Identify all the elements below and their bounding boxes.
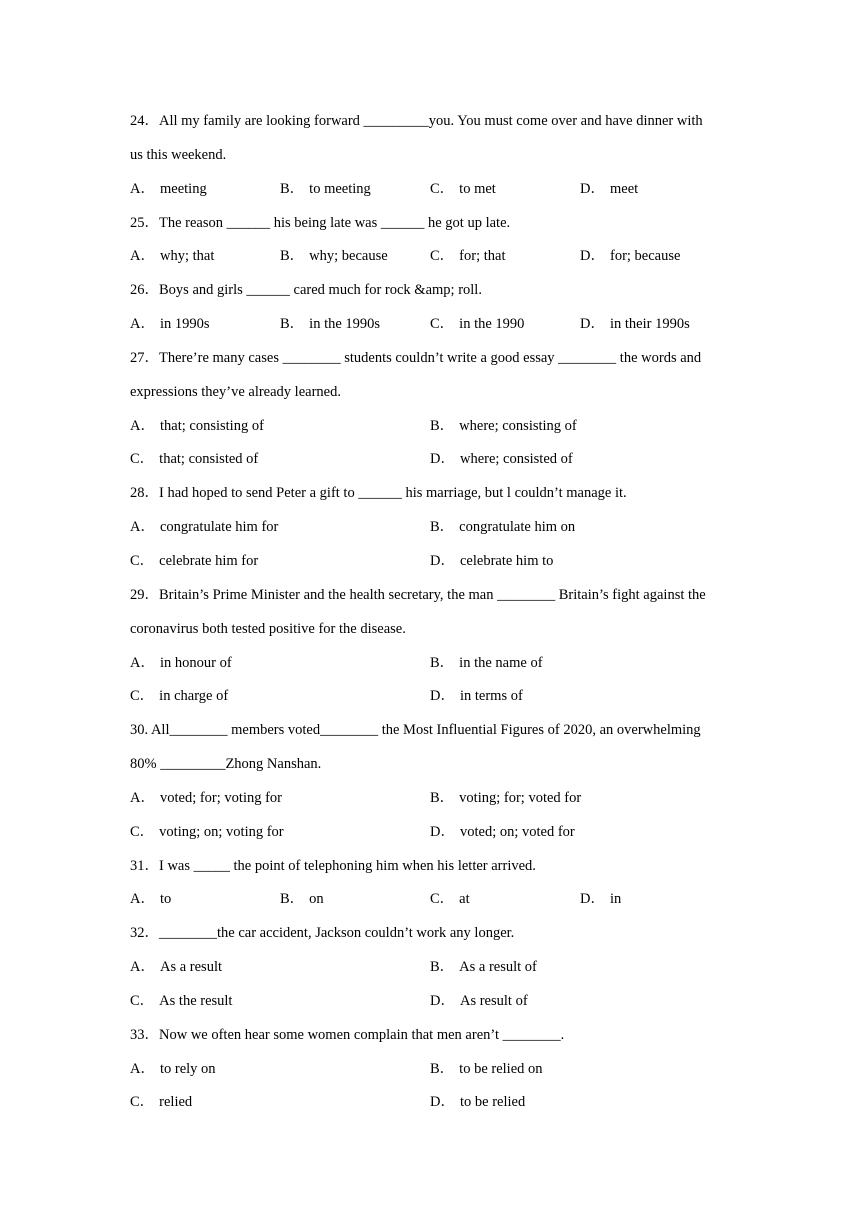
- answer-option: [430, 782, 581, 816]
- option-letter: B．: [430, 959, 455, 976]
- options-row: [130, 1086, 732, 1120]
- option-letter: D．: [580, 891, 605, 908]
- option-letter: C．: [430, 248, 455, 265]
- option-text: voting; on; voting for: [159, 823, 284, 840]
- options-row: [130, 410, 732, 444]
- option-text: in the 1990: [459, 316, 525, 333]
- answer-option: [130, 240, 214, 274]
- option-text: that; consisting of: [159, 417, 264, 434]
- option-text: where; consisting of: [459, 417, 577, 434]
- options-row: [130, 883, 732, 917]
- option-letter: B．: [430, 789, 455, 806]
- option-letter: A．: [130, 519, 155, 536]
- option-text: celebrate him for: [159, 552, 259, 569]
- question-stem-line: 28．I had hoped to send Peter a gift to ______ his marriage, but l couldn’t manage it.: [130, 485, 627, 502]
- question-stem-line: 33．Now we often hear some women complain that men aren’t ________.: [130, 1026, 565, 1043]
- option-text: on: [309, 891, 324, 908]
- answer-option: [430, 951, 537, 985]
- option-letter: A．: [130, 891, 155, 908]
- option-letter: A．: [130, 654, 155, 671]
- answer-option: [280, 173, 371, 207]
- question-stem-line: expressions they’ve already learned.: [130, 383, 341, 400]
- option-letter: D．: [580, 180, 605, 197]
- option-letter: C．: [130, 451, 155, 468]
- option-letter: B．: [430, 654, 455, 671]
- option-text: congratulate him on: [459, 519, 576, 536]
- question-stem-line: 26．Boys and girls ______ cared much for rock &amp; roll.: [130, 282, 482, 299]
- answer-option: [580, 173, 638, 207]
- option-text: As a result: [159, 959, 222, 976]
- question-stem-line: 27．There’re many cases ________ students couldn’t write a good essay ________ the words and: [130, 349, 702, 366]
- options-row: [130, 173, 732, 207]
- question-stem-line: 30. All________ members voted________ the Most Influential Figures of 2020, an overwhelming: [130, 722, 701, 739]
- answer-option: [430, 308, 524, 342]
- option-text: voted; for; voting for: [159, 789, 283, 806]
- options-row: [130, 647, 732, 681]
- answer-option: [430, 985, 528, 1019]
- option-letter: D．: [430, 552, 455, 569]
- question-stem-line: 25．The reason ______ his being late was ______ he got up late.: [130, 214, 511, 231]
- options-row: [130, 680, 732, 714]
- options-row: [130, 951, 732, 985]
- option-letter: D．: [430, 823, 455, 840]
- answer-option: [130, 782, 282, 816]
- option-text: to be relied on: [459, 1060, 543, 1077]
- option-text: for; because: [609, 248, 681, 265]
- option-text: in charge of: [159, 688, 229, 705]
- option-text: in: [609, 891, 622, 908]
- option-text: As a result of: [459, 959, 537, 976]
- option-text: why; that: [159, 248, 215, 265]
- answer-option: [580, 883, 621, 917]
- answer-option: [280, 308, 380, 342]
- option-text: where; consisted of: [459, 451, 573, 468]
- answer-option: [130, 816, 284, 850]
- option-letter: D．: [430, 451, 455, 468]
- answer-option: [130, 985, 232, 1019]
- answer-option: [430, 240, 505, 274]
- option-text: in terms of: [459, 688, 523, 705]
- option-text: in the 1990s: [309, 316, 381, 333]
- answer-option: [130, 545, 258, 579]
- option-text: voting; for; voted for: [459, 789, 582, 806]
- answer-option: [130, 173, 207, 207]
- option-text: in their 1990s: [609, 316, 690, 333]
- answer-option: [430, 545, 553, 579]
- options-row: [130, 816, 732, 850]
- option-letter: B．: [280, 316, 305, 333]
- option-text: in the name of: [459, 654, 543, 671]
- option-text: in 1990s: [159, 316, 210, 333]
- options-row: [130, 240, 732, 274]
- option-letter: C．: [130, 688, 155, 705]
- answer-option: [280, 240, 388, 274]
- question-stem-line: coronavirus both tested positive for the disease.: [130, 620, 406, 637]
- options-row: [130, 443, 732, 477]
- option-letter: B．: [430, 1060, 455, 1077]
- option-text: As the result: [159, 992, 233, 1009]
- option-text: to be relied: [459, 1094, 526, 1111]
- option-letter: D．: [580, 316, 605, 333]
- option-text: celebrate him to: [459, 552, 554, 569]
- option-letter: A．: [130, 959, 155, 976]
- option-letter: B．: [430, 519, 455, 536]
- option-letter: C．: [130, 992, 155, 1009]
- question-stem-line: 29．Britain’s Prime Minister and the health secretary, the man ________ Britain’s fight against the: [130, 586, 706, 603]
- options-row: [130, 1053, 732, 1087]
- answer-option: [430, 680, 523, 714]
- answer-option: [430, 647, 543, 681]
- question-stem-line: 24．All my family are looking forward _________you. You must come over and have dinner with: [130, 113, 703, 129]
- option-letter: A．: [130, 789, 155, 806]
- answer-option: [130, 1086, 192, 1120]
- option-letter: A．: [130, 248, 155, 265]
- option-text: relied: [159, 1094, 193, 1111]
- question-stem-line: 31．I was _____ the point of telephoning him when his letter arrived.: [130, 857, 536, 874]
- option-text: As result of: [459, 992, 528, 1009]
- answer-option: [580, 240, 680, 274]
- document-page: [130, 105, 732, 1120]
- option-text: meet: [609, 180, 639, 197]
- answer-option: [430, 511, 575, 545]
- options-row: [130, 782, 732, 816]
- answer-option: [430, 1086, 525, 1120]
- option-text: to met: [459, 180, 496, 197]
- answer-option: [580, 308, 690, 342]
- option-letter: D．: [430, 688, 455, 705]
- option-text: to rely on: [159, 1060, 216, 1077]
- option-letter: C．: [430, 316, 455, 333]
- option-text: that; consisted of: [159, 451, 259, 468]
- option-letter: D．: [430, 1094, 455, 1111]
- answer-option: [430, 443, 573, 477]
- option-letter: A．: [130, 316, 155, 333]
- option-text: meeting: [159, 180, 207, 197]
- option-text: congratulate him for: [159, 519, 279, 536]
- answer-option: [130, 680, 228, 714]
- option-letter: B．: [280, 180, 305, 197]
- answer-option: [130, 308, 210, 342]
- option-letter: B．: [430, 417, 455, 434]
- option-letter: A．: [130, 1060, 155, 1077]
- question-stem-line: 32．________the car accident, Jackson couldn’t work any longer.: [130, 925, 515, 942]
- answer-option: [430, 1053, 543, 1087]
- option-letter: A．: [130, 180, 155, 197]
- option-letter: D．: [430, 992, 455, 1009]
- option-letter: D．: [580, 248, 605, 265]
- option-text: for; that: [459, 248, 506, 265]
- answer-option: [130, 443, 258, 477]
- answer-option: [430, 883, 470, 917]
- option-letter: C．: [130, 823, 155, 840]
- option-text: in honour of: [159, 654, 232, 671]
- answer-option: [280, 883, 324, 917]
- answer-option: [130, 410, 264, 444]
- option-text: at: [459, 891, 470, 908]
- question-stem-line: us this weekend.: [130, 146, 227, 163]
- answer-option: [130, 951, 222, 985]
- question-stem-line: 80% _________Zhong Nanshan.: [130, 756, 322, 773]
- answer-option: [430, 410, 577, 444]
- option-text: to meeting: [309, 180, 371, 197]
- answer-option: [130, 1053, 216, 1087]
- answer-option: [130, 511, 278, 545]
- answer-option: [430, 816, 575, 850]
- options-row: [130, 985, 732, 1019]
- options-row: [130, 511, 732, 545]
- answer-option: [130, 647, 232, 681]
- option-letter: C．: [430, 180, 455, 197]
- option-text: to: [159, 891, 172, 908]
- option-letter: C．: [130, 552, 155, 569]
- answer-option: [130, 883, 171, 917]
- options-row: [130, 545, 732, 579]
- option-letter: C．: [430, 891, 455, 908]
- option-text: why; because: [309, 248, 388, 265]
- option-letter: B．: [280, 891, 305, 908]
- answer-option: [430, 173, 496, 207]
- options-row: [130, 308, 732, 342]
- option-text: voted; on; voted for: [459, 823, 575, 840]
- option-letter: B．: [280, 248, 305, 265]
- option-letter: C．: [130, 1094, 155, 1111]
- option-letter: A．: [130, 417, 155, 434]
